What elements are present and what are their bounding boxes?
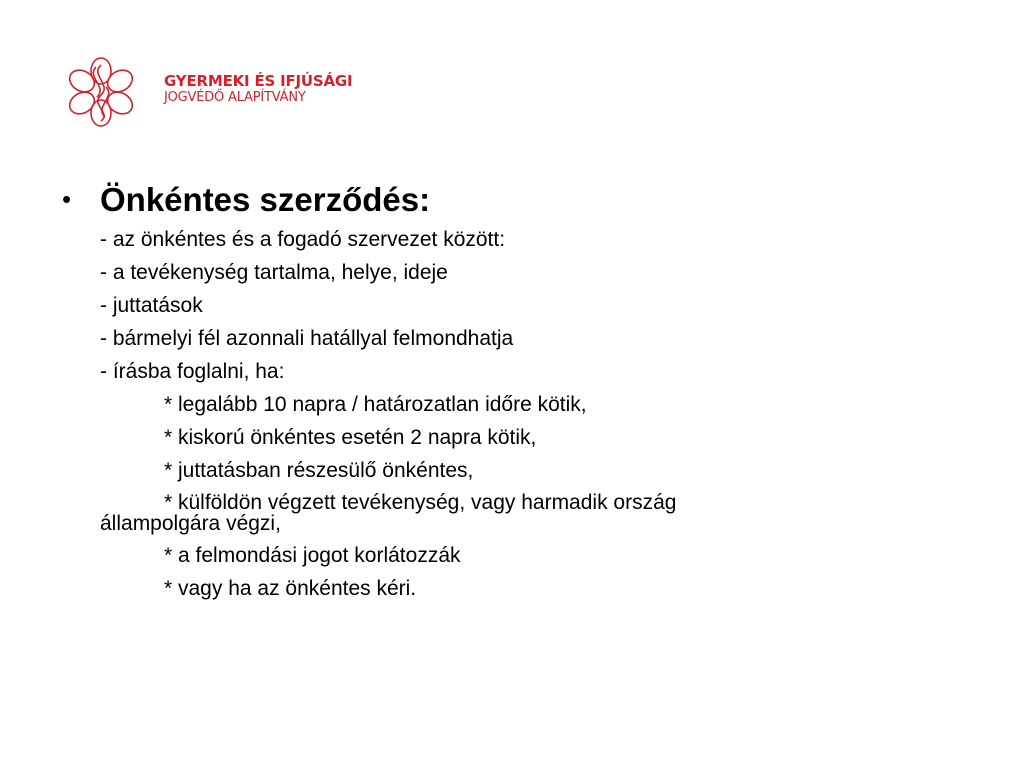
sub-line: * a felmondási jogot korlátozzák <box>164 544 461 567</box>
sub-line: * juttatásban részesülő önkéntes, <box>164 459 474 482</box>
text-line: - a tevékenység tartalma, helye, ideje <box>100 261 448 284</box>
heading-row <box>62 178 942 228</box>
sub-line: * vagy ha az önkéntes kéri. <box>164 577 417 600</box>
slide-content <box>62 178 942 610</box>
sub-line-wrapped-first: * külföldön végzett tevékenység, vagy harmadik ország <box>164 491 677 514</box>
flower-logo-icon <box>60 55 142 127</box>
sub-line-wrapped <box>100 492 942 534</box>
text-line: - juttatások <box>100 294 203 317</box>
text-line: - az önkéntes és a fogadó szervezet között: <box>100 228 506 251</box>
logo-text <box>164 73 404 106</box>
text-line: - bármelyi fél azonnali hatállyal felmondhatja <box>100 327 514 350</box>
logo-line-1: GYERMEKI ÉS IFJÚSÁGI <box>164 72 353 90</box>
slide-heading: Önkéntes szerződés: <box>100 181 431 218</box>
bullet-point: • <box>62 184 72 214</box>
text-line: - írásba foglalni, ha: <box>100 360 285 383</box>
sub-line: * legalább 10 napra / határozatlan időre kötik, <box>164 393 587 416</box>
logo-line-2: JOGVÉDŐ ALAPÍTVÁNY <box>164 90 306 105</box>
sub-line: * kiskorú önkéntes esetén 2 napra kötik, <box>164 426 537 449</box>
sub-line-wrapped-second: állampolgára végzi, <box>100 512 281 535</box>
